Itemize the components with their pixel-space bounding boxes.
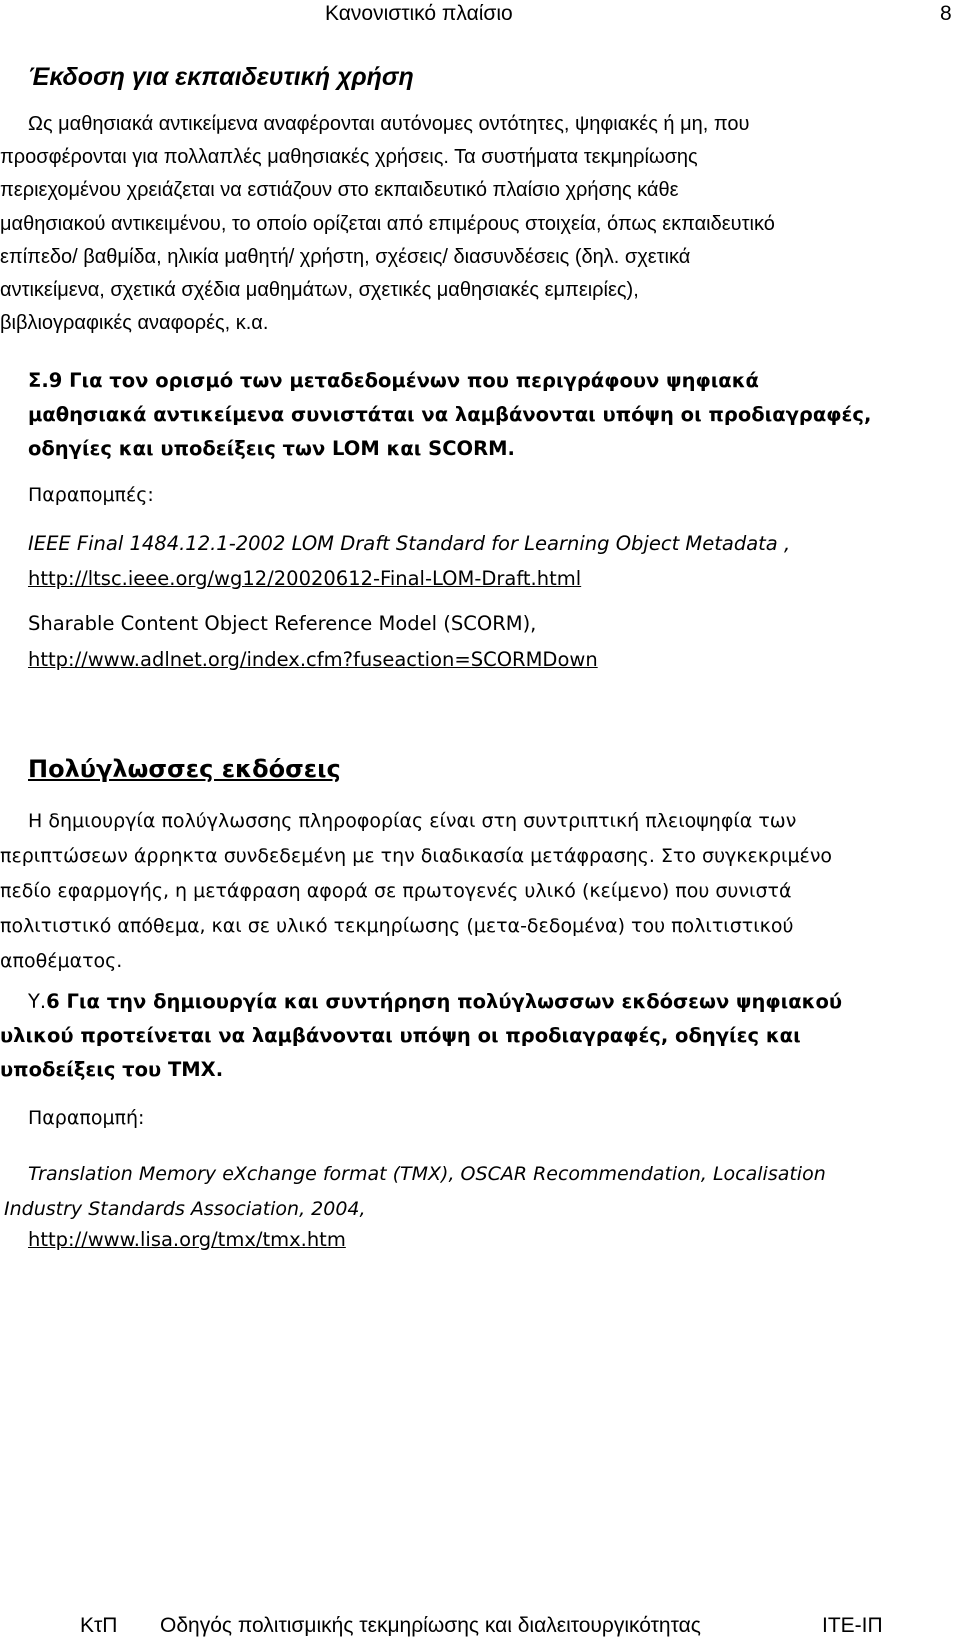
reference-link-tmx[interactable]: http://www.lisa.org/tmx/tmx.htm (28, 1228, 346, 1251)
rule-line: υλικού προτείνεται να λαμβάνονται υπόψη οι προδιαγραφές, οδηγίες και (0, 1024, 801, 1047)
page-number: 8 (940, 2, 952, 25)
paragraph-line: αποθέματος. (0, 950, 123, 972)
reference-link-scorm[interactable]: http://www.adlnet.org/index.cfm?fuseaction=SCORMDown (28, 648, 598, 671)
reference-tmx (4, 1157, 826, 1227)
footer-center: Οδηγός πολιτισμικής τεκμηρίωσης και διαλειτουργικότητας (160, 1614, 701, 1637)
paragraph-line: πολιτιστικό απόθεμα, και σε υλικό τεκμηρίωσης (μετα-δεδομένα) του πολιτιστικού (0, 915, 794, 937)
paragraph-line: μαθησιακού αντικειμένου, το οποίο ορίζεται από επιμέρους στοιχεία, όπως εκπαιδευτικό (0, 212, 775, 235)
rule-line: Σ.9 Για τον ορισμό των μεταδεδομένων που περιγράφουν ψηφιακά (28, 369, 759, 392)
rule-line-text: 6 Για την δημιουργία και συντήρηση πολύγλωσσων εκδόσεων ψηφιακού (46, 990, 843, 1013)
paragraph-line: επίπεδο/ βαθμίδα, ηλικία μαθητή/ χρήστη, σχέσεις/ διασυνδέσεις (δηλ. σχετικά (0, 245, 691, 268)
reference-title-scorm: Sharable Content Object Reference Model (SCORM), (28, 612, 537, 635)
rule-line: υποδείξεις του TMX. (0, 1058, 224, 1081)
section-heading-educational: Έκδοση για εκπαιδευτική χρήση (28, 63, 414, 91)
paragraph-line: αντικείμενα, σχετικά σχέδια μαθημάτων, σχετικές μαθησιακές εμπειρίες), (0, 279, 639, 302)
paragraph-line: Ως μαθησιακά αντικείμενα αναφέρονται αυτόνομες οντότητες, ψηφιακές ή μη, που (28, 113, 750, 135)
paragraph-line: προσφέρονται για πολλαπλές μαθησιακές χρήσεις. Τα συστήματα τεκμηρίωσης (0, 146, 698, 169)
section-heading-multilingual: Πολύγλωσσες εκδόσεις (28, 755, 341, 783)
paragraph-line: Η δημιουργία πολύγλωσσης πληροφορίας είναι στη συντριπτική πλειοψηφία των (28, 810, 797, 832)
rule-s9 (28, 364, 871, 466)
reference-title-lom: IEEE Final 1484.12.1-2002 LOM Draft Standard for Learning Object Metadata , (28, 532, 791, 555)
footer-right: ΙΤΕ-ΙΠ (822, 1614, 883, 1637)
rule-prefix: Υ. (28, 990, 47, 1013)
paragraph-line: περιεχομένου χρειάζεται να εστιάζουν στο εκπαιδευτικό πλαίσιο χρήσης κάθε (0, 179, 679, 202)
footer-left: ΚτΠ (80, 1614, 118, 1637)
rule-line (28, 985, 842, 1019)
references-label: Παραπομπές: (28, 484, 154, 506)
rule-y6 (0, 985, 843, 1087)
paragraph-line: περιπτώσεων άρρηκτα συνδεδεμένη με την διαδικασία μετάφρασης. Στο συγκεκριμένο (0, 845, 833, 867)
running-header-title: Κανονιστικό πλαίσιο (325, 2, 513, 25)
reference-line: Translation Memory eXchange format (TMX), OSCAR Recommendation, Localisation (28, 1163, 826, 1185)
rule-line: μαθησιακά αντικείμενα συνιστάται να λαμβάνονται υπόψη οι προδιαγραφές, (28, 403, 872, 426)
reference-label: Παραπομπή: (28, 1107, 145, 1129)
reference-link-lom[interactable]: http://ltsc.ieee.org/wg12/20020612-Final-LOM-Draft.html (28, 567, 582, 590)
reference-line: Industry Standards Association, 2004, (4, 1198, 366, 1220)
multilingual-paragraph (0, 804, 833, 979)
paragraph-line: πεδίο εφαρμογής, η μετάφραση αφορά σε πρωτογενές υλικό (κείμενο) που συνιστά (0, 880, 792, 902)
paragraph-line: βιβλιογραφικές αναφορές, κ.α. (0, 312, 269, 335)
rule-line: οδηγίες και υποδείξεις των LOM και SCORM. (28, 437, 515, 460)
educational-paragraph (0, 108, 775, 340)
